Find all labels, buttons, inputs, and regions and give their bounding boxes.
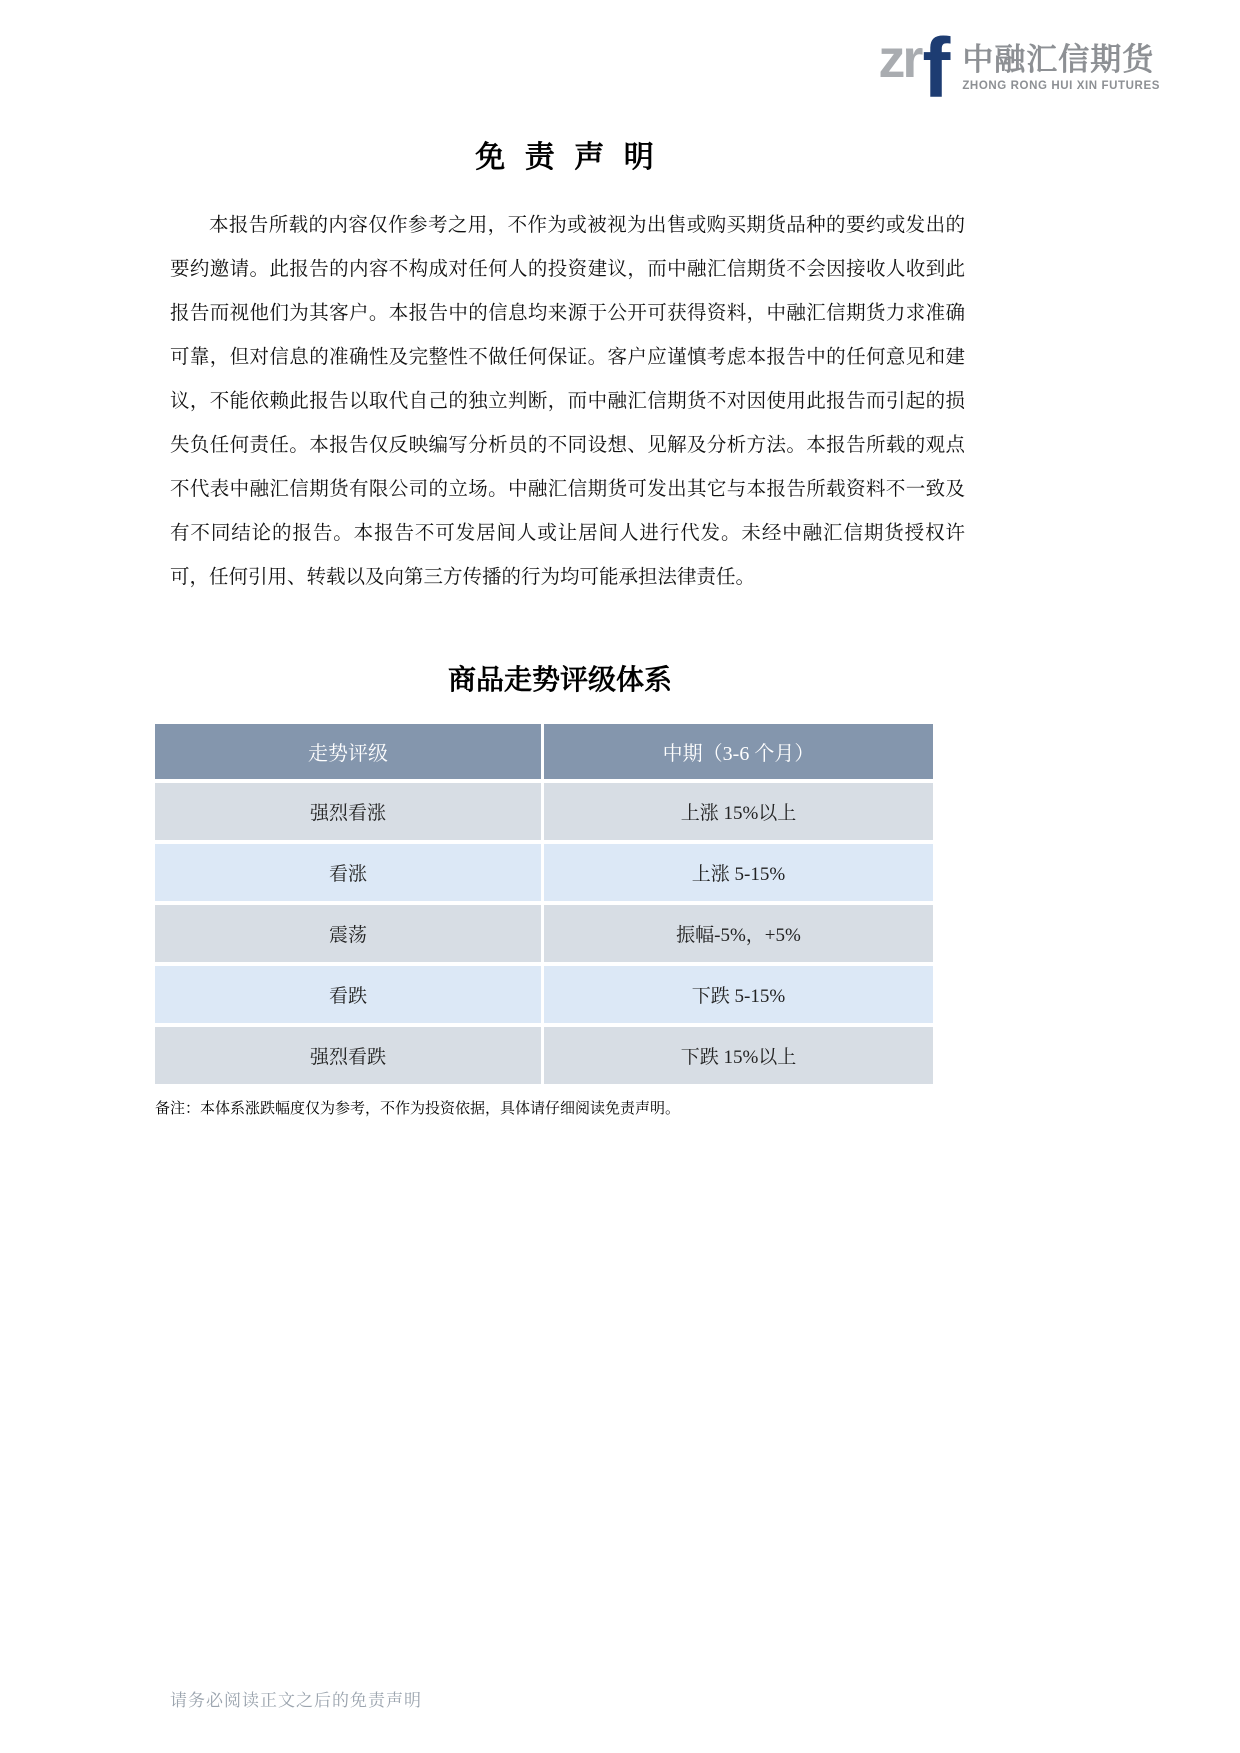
company-name-cn: 中融汇信期货 [962,42,1155,78]
disclaimer-body: 本报告所载的内容仅作参考之用，不作为或被视为出售或购买期货品种的要约或发出的要约邀请。此报告的内容不构成对任何人的投资建议，而中融汇信期货不会因接收人收到此报告而视他们为其客户。本报告中的信息均来源于公开可获得资料，中融汇信期货力求准确可靠，但对信息的准确性及完整性不做任何保证。客户应谨慎考虑本报告中的任何意见和建议，不能依赖此报告以取代自己的独立判断，而中融汇信期货不对因使用此报告而引起的损失负任何责任。本报告仅反映编写分析员的不同设想、见解及分析方法。本报告所载的观点不代表中融汇信期货有限公司的立场。中融汇信期货可发出其它与本报告所载资料不一致及有不同结论的报告。本报告不可发居间人或让居间人进行代发。未经中融汇信期货授权许可，任何引用、转载以及向第三方传播的行为均可能承担法律责任。 [170,215,965,588]
rating-cell: 看涨 [155,844,544,901]
range-cell: 上涨 5-15% [544,844,933,901]
logo-zr-letters: zr [878,28,921,89]
page-footer-disclaimer: 请务必阅读正文之后的免责声明 [170,1691,422,1710]
table-row [155,783,933,840]
rating-system-title: 商品走势评级体系 [447,665,672,696]
range-cell: 振幅-5%，+5% [544,905,933,962]
header-cell-rating: 走势评级 [155,724,544,779]
disclaimer-title: 免 责 声 明 [475,141,660,174]
rating-table [155,724,933,1084]
rating-cell: 震荡 [155,905,544,962]
logo-wordmark [962,43,1160,91]
range-cell: 上涨 15%以上 [544,783,933,840]
table-row [155,905,933,962]
rating-cell: 看跌 [155,966,544,1023]
range-cell: 下跌 5-15% [544,966,933,1023]
range-cell: 下跌 15%以上 [544,1027,933,1084]
company-name-en: ZHONG RONG HUI XIN FUTURES [962,79,1160,92]
page-content [155,0,965,1118]
rating-table-header [155,724,933,779]
rating-table-note: 备注：本体系涨跌幅度仅为参考，不作为投资依据，具体请仔细阅读免责声明。 [155,1101,681,1117]
logo-f-letter: f [922,21,951,115]
header-cell-midterm: 中期（3-6 个月） [662,743,815,765]
table-row [155,844,933,901]
rating-table-body [155,783,933,1084]
table-row [155,966,933,1023]
rating-cell: 强烈看跌 [155,1027,544,1084]
rating-cell: 强烈看涨 [155,783,544,840]
table-row [155,1027,933,1084]
